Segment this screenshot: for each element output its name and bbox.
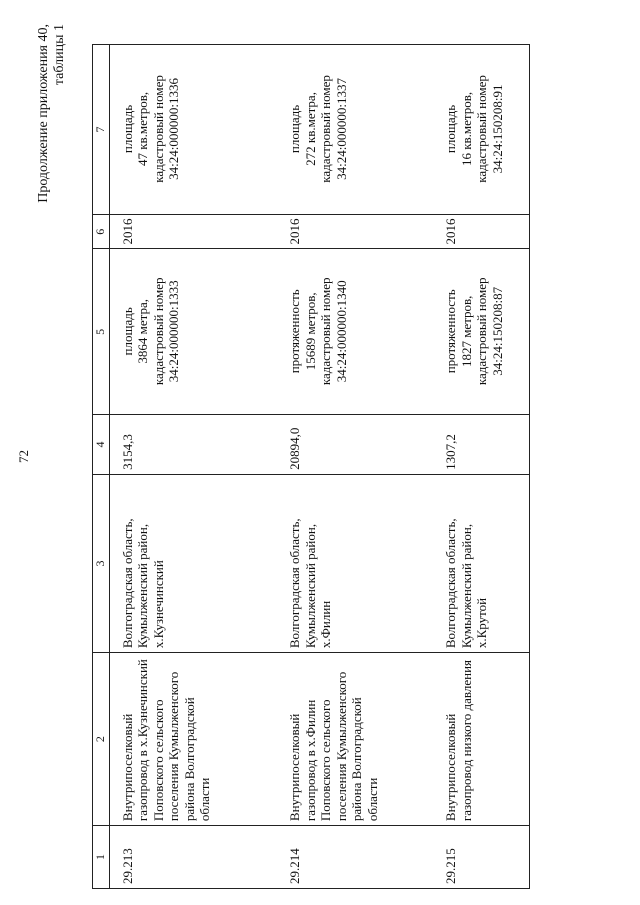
- land-type: площадь: [119, 104, 135, 154]
- row-number: 29.215: [433, 826, 529, 889]
- char-cadastral-label: кадастровый номер: [150, 277, 166, 386]
- object-name: Внутрипоселковый газопровод в х.Кузнечинский Поповского сельского поселения Кумылженского района Волгоградской области: [109, 653, 277, 826]
- column-header: 4: [93, 415, 110, 475]
- char-cadastral-number: 34:24:000000:1333: [166, 280, 181, 383]
- land-size: 16 кв.метров,: [458, 91, 474, 167]
- object-address: Волгоградская область, Кумылженский район, х.Кузнечинский: [109, 474, 277, 652]
- char-cadastral-label: кадастровый номер: [318, 277, 333, 386]
- object-name: Внутрипоселковый газопровод в х.Филин Поповского сельского поселения Кумылженского района Волгоградской области: [277, 653, 433, 826]
- char-type: площадь: [119, 307, 135, 356]
- object-year: 2016: [277, 214, 433, 249]
- column-header: 7: [93, 45, 110, 215]
- char-type: протяженность: [443, 289, 458, 374]
- row-number: 29.214: [277, 826, 433, 889]
- table-row: [277, 45, 433, 889]
- char-size: 3864 метра,: [135, 299, 150, 364]
- column-header: 3: [93, 474, 110, 652]
- continuation-title: [36, 24, 68, 244]
- page-number: 72: [16, 450, 31, 463]
- char-size: 15689 метров,: [302, 292, 318, 371]
- object-value: 20894,0: [277, 415, 433, 475]
- property-table: [92, 44, 530, 889]
- land-size: 272 кв.метра,: [302, 92, 318, 166]
- land-info: [433, 45, 529, 215]
- char-cadastral-number: 34:24:150208:87: [489, 286, 505, 376]
- object-characteristics: [109, 249, 277, 415]
- char-cadastral-label: кадастровый номер: [474, 277, 489, 386]
- land-cadastral-number: 34:24:150208:91: [489, 84, 505, 174]
- object-address: Волгоградская область, Кумылженский район, х.Крутой: [433, 474, 529, 652]
- object-value: 3154,3: [109, 415, 277, 475]
- continuation-line-1: Продолжение приложения 40,: [36, 24, 51, 203]
- object-value: 1307,2: [433, 415, 529, 475]
- land-info: [109, 45, 277, 215]
- object-year: 2016: [433, 214, 529, 249]
- table-row: [433, 45, 529, 889]
- row-number: 29.213: [109, 826, 277, 889]
- land-cadastral-label: кадастровый номер: [318, 75, 333, 183]
- land-info: [277, 45, 433, 215]
- land-cadastral-label: кадастровый номер: [150, 75, 166, 183]
- header-row: [93, 45, 110, 889]
- column-header: 5: [93, 249, 110, 415]
- land-cadastral-label: кадастровый номер: [474, 75, 489, 183]
- object-characteristics: [433, 249, 529, 415]
- char-type: протяженность: [287, 289, 302, 374]
- object-address: Волгоградская область, Кумылженский район, х.Филин: [277, 474, 433, 652]
- object-characteristics: [277, 249, 433, 415]
- char-cadastral-number: 34:24:000000:1340: [333, 280, 349, 383]
- column-header: 1: [93, 826, 110, 889]
- char-size: 1827 метров,: [458, 295, 474, 368]
- column-header: 2: [93, 653, 110, 826]
- table-row: [109, 45, 277, 889]
- land-cadastral-number: 34:24:000000:1336: [166, 78, 181, 180]
- continuation-line-2: таблицы 1: [52, 24, 67, 86]
- land-size: 47 кв.метров,: [135, 91, 150, 167]
- object-name: Внутрипоселковый газопровод низкого давления: [433, 653, 529, 826]
- column-header: 6: [93, 214, 110, 249]
- land-type: площадь: [287, 104, 302, 154]
- land-type: площадь: [443, 104, 458, 154]
- land-cadastral-number: 34:24:000000:1337: [333, 78, 349, 180]
- object-year: 2016: [109, 214, 277, 249]
